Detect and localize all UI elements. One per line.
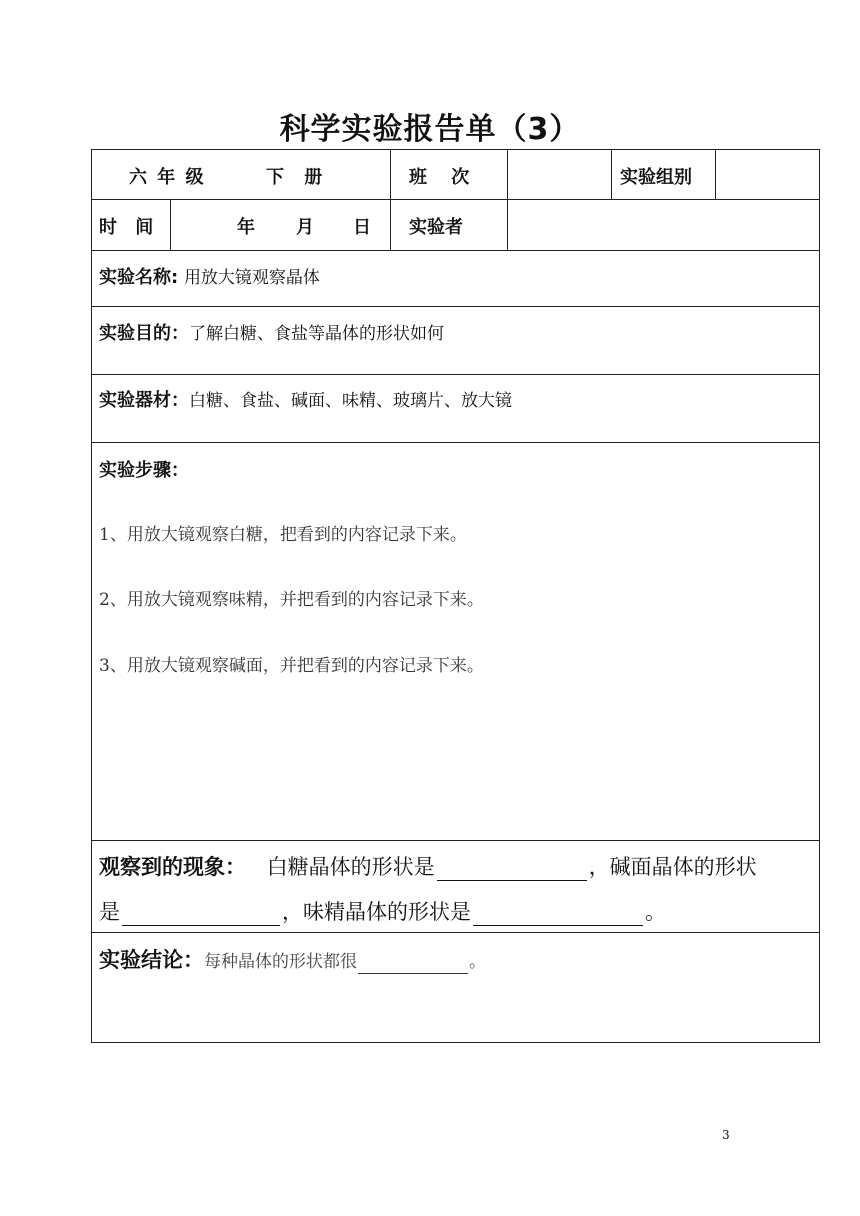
table-rule	[91, 1042, 820, 1043]
table-rule	[390, 149, 391, 250]
observation-text-soda: ，碱面晶体的形状	[588, 855, 757, 879]
group-label: 实验组别	[620, 167, 692, 188]
date-year: 年	[237, 217, 255, 238]
table-rule	[91, 149, 820, 150]
conclusion-blank[interactable]	[358, 957, 468, 974]
table-rule	[715, 149, 716, 199]
observation-text-end: 。	[645, 900, 666, 924]
table-rule	[91, 442, 820, 443]
time-label: 时 间	[99, 217, 160, 238]
table-rule	[91, 840, 820, 841]
materials-row	[99, 386, 512, 412]
step-item: 2、用放大镜观察味精，并把看到的内容记录下来。	[99, 590, 484, 610]
table-rule	[91, 306, 820, 307]
grade-cell: 六 年 级	[129, 167, 206, 188]
conclusion-end: 。	[469, 952, 486, 972]
conclusion-value: 每种晶体的形状都很	[204, 952, 357, 972]
page-title: 科学实验报告单（3）	[279, 112, 581, 147]
observation-text-msg: ，味精晶体的形状是	[282, 900, 471, 924]
table-rule	[507, 149, 508, 250]
date-day: 日	[353, 217, 371, 238]
table-rule	[91, 932, 820, 933]
date-month: 月	[296, 217, 314, 238]
steps-label: 实验步骤：	[99, 460, 189, 481]
table-rule	[91, 374, 820, 375]
table-rule	[91, 149, 92, 1043]
table-rule	[611, 149, 612, 199]
materials-value: 白糖、食盐、碱面、味精、玻璃片、放大镜	[189, 391, 512, 411]
msg-shape-blank[interactable]	[473, 905, 643, 926]
table-rule	[91, 199, 820, 200]
step-item: 1、用放大镜观察白糖，把看到的内容记录下来。	[99, 525, 467, 545]
experimenter-field[interactable]	[515, 213, 811, 237]
report-table	[91, 149, 820, 1043]
soda-shape-blank[interactable]	[122, 905, 280, 926]
purpose-value: 了解白糖、食盐等晶体的形状如何	[189, 324, 444, 344]
table-rule	[91, 250, 820, 251]
observation-label: 观察到的现象：	[99, 855, 246, 879]
purpose-label: 实验目的：	[99, 323, 189, 344]
conclusion-label: 实验结论：	[99, 948, 204, 972]
volume-cell: 下 册	[266, 167, 323, 188]
class-field[interactable]	[515, 163, 603, 187]
observation-text-sugar: 白糖晶体的形状是	[266, 855, 435, 879]
class-label: 班 次	[409, 167, 470, 188]
experimenter-label: 实验者	[409, 217, 463, 238]
materials-label: 实验器材：	[99, 390, 189, 411]
sugar-shape-blank[interactable]	[437, 860, 587, 881]
observation-text-is: 是	[99, 900, 120, 924]
experiment-name-label: 实验名称:	[99, 267, 179, 288]
observation-line-1	[99, 851, 757, 881]
experiment-name-value: 用放大镜观察晶体	[183, 268, 320, 288]
table-rule	[170, 199, 171, 250]
step-item: 3、用放大镜观察碱面，并把看到的内容记录下来。	[99, 656, 484, 676]
page-number: 3	[722, 1128, 730, 1142]
group-field[interactable]	[723, 163, 811, 187]
observation-line-2	[99, 896, 666, 926]
conclusion-row	[99, 944, 486, 974]
table-rule	[819, 149, 820, 1043]
purpose-row	[99, 319, 444, 345]
experiment-name-row	[99, 263, 320, 289]
